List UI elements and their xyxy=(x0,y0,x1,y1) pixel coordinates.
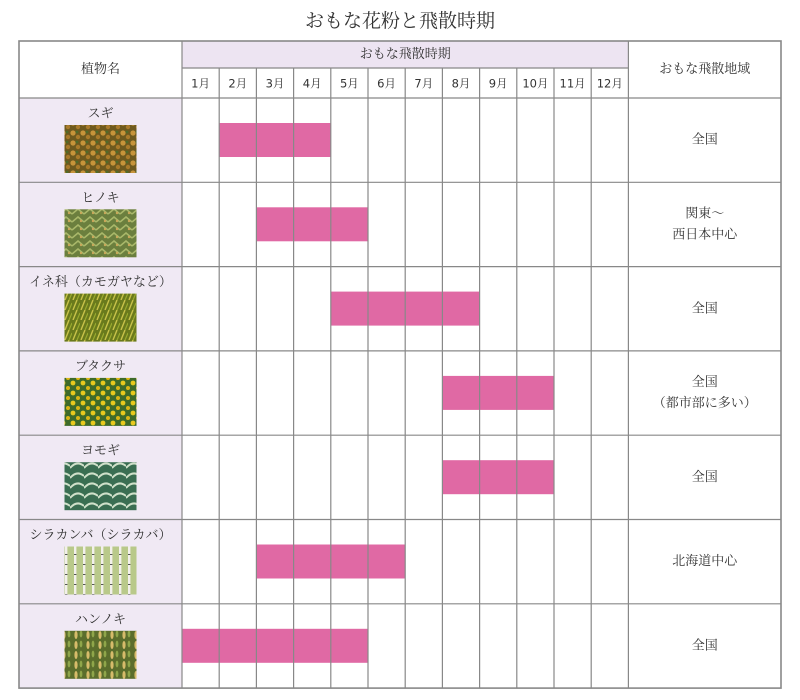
month-label: 5月 xyxy=(339,76,359,91)
month-label: 1月 xyxy=(191,76,211,91)
period-column-header: おもな飛散時期 xyxy=(359,47,451,62)
region-text: 関東～ xyxy=(685,206,725,222)
plant-name: シラカンバ（シラカバ） xyxy=(29,528,172,543)
month-label: 3月 xyxy=(265,76,285,91)
region-text: 全国 xyxy=(691,375,718,391)
region-text: 全国 xyxy=(691,132,718,148)
month-label: 11月 xyxy=(559,76,586,91)
month-label: 9月 xyxy=(488,76,508,91)
plant-name: ハンノキ xyxy=(75,612,126,628)
month-label: 4月 xyxy=(302,76,322,91)
grass-photo xyxy=(65,294,137,342)
birch-photo xyxy=(65,547,137,595)
plant-name: ヨモギ xyxy=(80,443,121,459)
plant-name: ヒノキ xyxy=(81,190,120,206)
hinoki-photo xyxy=(65,209,137,257)
plant-column-header: 植物名 xyxy=(80,62,121,77)
month-label: 8月 xyxy=(451,76,471,91)
mugwort-photo xyxy=(65,462,137,510)
month-label: 6月 xyxy=(377,76,397,91)
month-label: 12月 xyxy=(596,76,623,91)
region-text: 全国 xyxy=(691,469,718,485)
region-text: 全国 xyxy=(691,301,718,317)
plant-name: ブタクサ xyxy=(74,359,127,375)
season-bar xyxy=(256,207,368,241)
sugi-photo xyxy=(65,125,137,173)
ragweed-photo xyxy=(65,378,137,426)
plant-name: スギ xyxy=(87,106,114,122)
season-bar xyxy=(442,460,554,494)
season-bar xyxy=(219,123,331,157)
region-column-header: おもな飛散地域 xyxy=(659,62,751,77)
row-region-cell xyxy=(628,351,781,435)
region-text: 北海道中心 xyxy=(672,554,738,570)
month-label: 2月 xyxy=(228,76,248,91)
plant-name: イネ科（カモガヤなど） xyxy=(29,275,172,291)
row-region-cell xyxy=(628,182,781,266)
month-label: 7月 xyxy=(414,76,434,91)
region-text: 全国 xyxy=(691,638,718,654)
region-text: （都市部に多い） xyxy=(652,396,757,412)
alder-photo xyxy=(65,631,137,679)
season-bar xyxy=(442,376,554,410)
season-bar xyxy=(182,629,368,663)
region-text: 西日本中心 xyxy=(672,227,738,243)
chart-title: おもな花粉と飛散時期 xyxy=(304,10,495,32)
month-label: 10月 xyxy=(522,76,549,91)
